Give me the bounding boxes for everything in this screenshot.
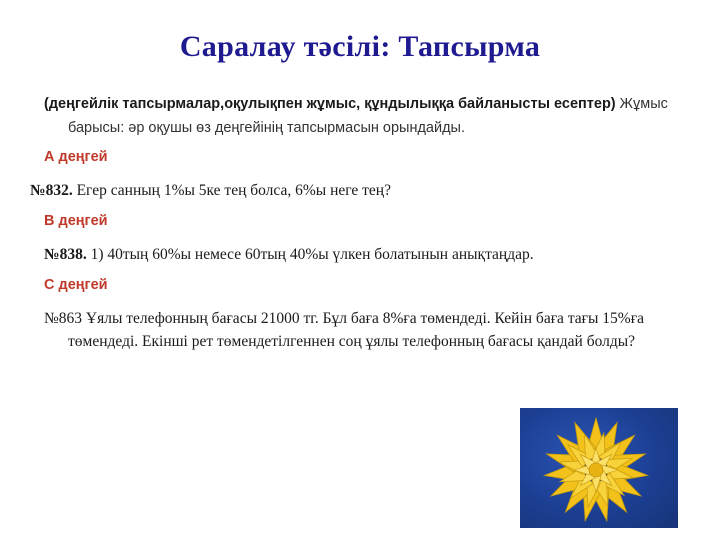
level-b-heading: В деңгей [44,213,108,229]
task-a-number: №832. [30,182,73,199]
task-b-number: №838. [44,246,87,263]
task-b [44,243,684,266]
intro-normal-text: Жұмыс барысы: әр оқушы өз деңгейінің тапсырмасын орындайды. [68,96,668,136]
paper-flower-icon [520,408,678,528]
task-a-text: Егер санның 1%ы 5ке тең болса, 6%ы неге тең? [72,182,391,199]
intro-bold-text: (деңгейлік тапсырмалар,оқулықпен жұмыс, құндылыққа байланысты есептер) [44,96,616,112]
level-c-heading: С деңгей [44,277,108,293]
level-a-heading: А деңгей [44,149,108,165]
flower-photo [520,408,678,528]
task-a [30,179,684,202]
slide-body [30,92,684,361]
task-c [44,307,684,353]
slide-title: Саралау тәсілі: Тапсырма [179,30,541,63]
task-c-text: №863 Ұялы телефонның бағасы 21000 тг. Бұл баға 8%ға төмендеді. Кейін баға тағы 15%ға төмендеді. Екінші рет төмендетілгеннен соң ұялы телефонның бағасы қандай болды? [44,310,644,350]
intro-paragraph [44,92,684,140]
task-b-text: 1) 40тың 60%ы немесе 60тың 40%ы үлкен болатынын анықтаңдар. [86,246,534,263]
